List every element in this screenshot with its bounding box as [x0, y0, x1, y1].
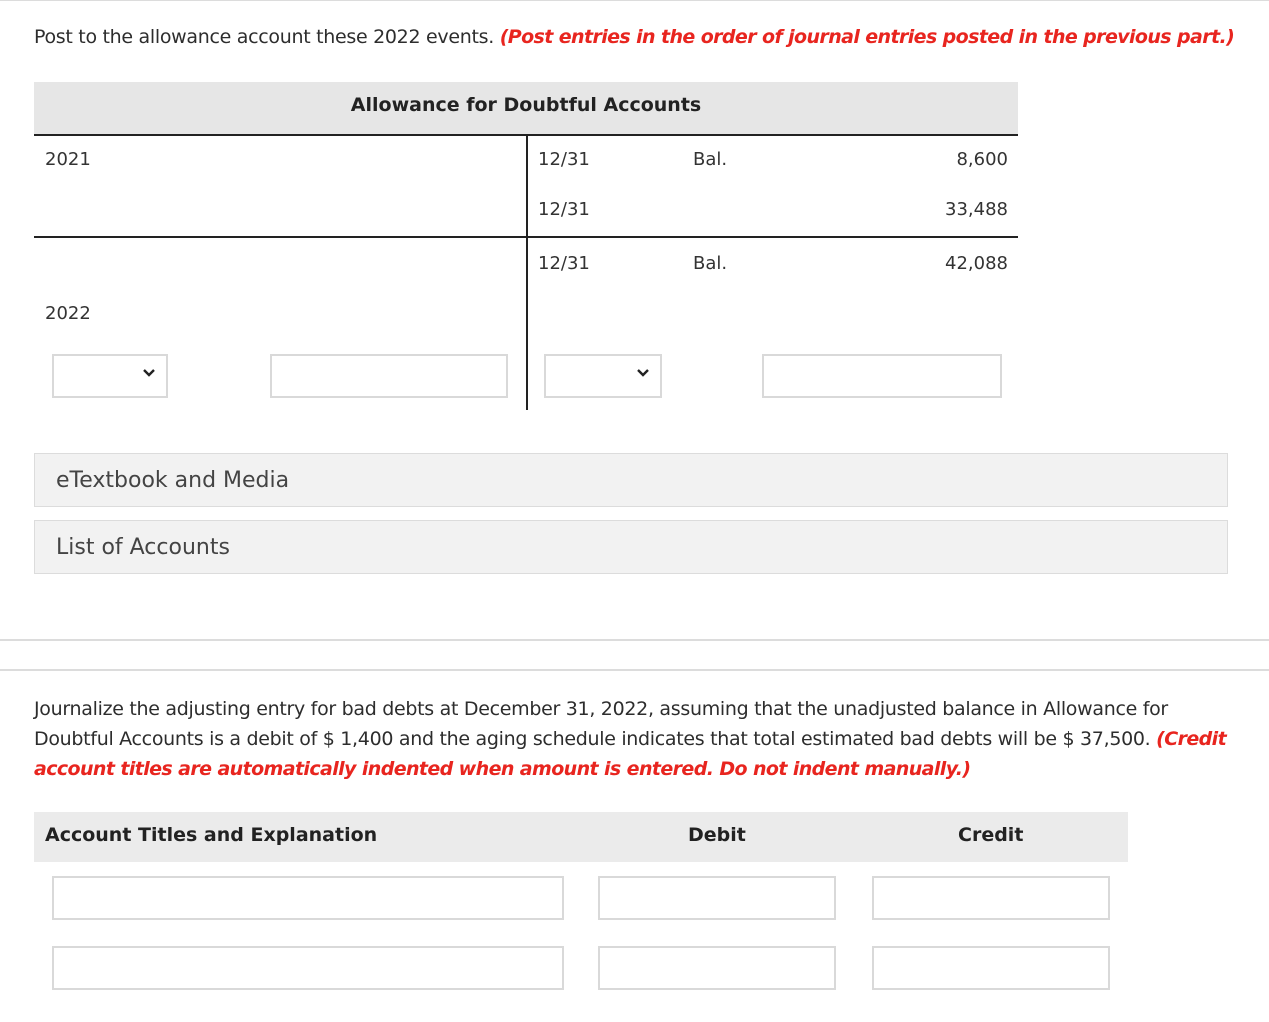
year-2021-label: 2021 — [45, 149, 91, 170]
journal-row-1-account-input[interactable] — [52, 876, 564, 920]
header-debit: Debit — [688, 824, 746, 846]
row-3-date: 12/31 — [538, 253, 590, 274]
credit-amount-input[interactable] — [762, 354, 1002, 398]
journal-prompt-text: Journalize the adjusting entry for bad debts at December 31, 2022, assuming that the unadjusted balance in Allowance for Doubtful Accounts is a debit of $ 1,400 and the aging schedule indicates that total estimated bad debts will be $ 37,500. — [34, 698, 1168, 750]
journal-row-2-account-input[interactable] — [52, 946, 564, 990]
t-account-title: Allowance for Doubtful Accounts — [350, 94, 702, 116]
section-divider — [0, 639, 1269, 641]
section-divider — [0, 669, 1269, 671]
t-account-vertical-line — [526, 136, 528, 410]
row-3-amount: 42,088 — [945, 253, 1008, 274]
top-border — [0, 0, 1269, 1]
list-of-accounts-panel[interactable]: List of Accounts — [34, 520, 1228, 574]
etextbook-panel[interactable]: eTextbook and Media — [34, 453, 1228, 507]
row-2-amount: 33,488 — [945, 199, 1008, 220]
row-1-label: Bal. — [693, 149, 728, 170]
row-1-date: 12/31 — [538, 149, 590, 170]
header-account-titles: Account Titles and Explanation — [45, 824, 378, 846]
journal-row-2-credit-input[interactable] — [872, 946, 1110, 990]
instruction-text — [34, 26, 1234, 48]
journal-row-1-debit-input[interactable] — [598, 876, 836, 920]
t-account-balance-line — [34, 236, 1018, 238]
credit-date-select[interactable] — [544, 354, 662, 398]
instruction-main: Post to the allowance account these 2022 events. — [34, 26, 500, 48]
year-2022-label: 2022 — [45, 303, 91, 324]
debit-date-select[interactable] — [52, 354, 168, 398]
instruction-note: (Post entries in the order of journal entries posted in the previous part.) — [499, 26, 1235, 48]
journal-prompt — [34, 694, 1234, 784]
journal-row-1-credit-input[interactable] — [872, 876, 1110, 920]
header-credit: Credit — [958, 824, 1024, 846]
chevron-down-icon — [142, 366, 156, 384]
chevron-down-icon — [636, 366, 650, 384]
journal-row-2-debit-input[interactable] — [598, 946, 836, 990]
row-1-amount: 8,600 — [956, 149, 1008, 170]
debit-amount-input[interactable] — [270, 354, 508, 398]
row-3-label: Bal. — [693, 253, 728, 274]
row-2-date: 12/31 — [538, 199, 590, 220]
journal-prompt-note: (Credit account titles are automatically indented when amount is entered. Do not indent manually.) — [34, 728, 1227, 780]
